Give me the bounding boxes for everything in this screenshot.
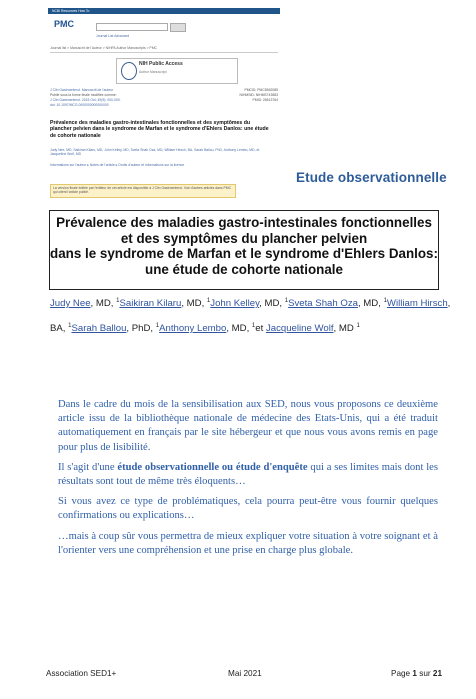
author-link[interactable]: Anthony Lembo [159,323,227,335]
author-line [50,315,450,340]
author-degree: , [447,298,451,310]
author-degree: , MD, [259,298,283,310]
author-link[interactable]: Sarah Ballou [71,323,127,335]
paragraph: Dans le cadre du mois de la sensibilisation aux SED, nous vous proposons ce deuxième article issu de la bibliothèque nationale de médecine des Etats-Unis, qui a été traduit automatiquement en français par le site hébergeur et que nous vous avons remis en page pour plus de lisibilité. [58,399,438,453]
ncbi-note: La version finale éditée par l'éditeur de cet article est disponible à J Clin Gastroenterol. Voir d'autres articles dans PMC qui citent l'article publié. [50,184,236,198]
affiliation-sup: 1 [155,323,160,330]
emphasis-text: étude observationnelle ou étude d'enquête [117,461,308,473]
meta-left: Publié sous la forme finale modifiée comme: [50,93,117,97]
nihpa-subtitle: Author Manuscript [139,70,167,74]
ncbi-authors: Judy Nee, MD, Saikiran Kilaru, MD, John Kelley, MD, Sveta Shah Oza, MD, William Hirsch, BA, Sarah Ballou, PhD, Anthony Lembo, MD, et Jacqueline Wolf, MD [50,148,260,157]
hhs-seal-icon [121,62,137,80]
affiliation-sup: 1 [251,323,256,330]
affiliation-sup: 1 [116,298,120,304]
author-degree: BA, [50,323,66,335]
paragraph-text: Il s'agit d'une [58,461,118,473]
author-link[interactable]: William Hirsch [386,298,448,310]
ncbi-screenshot [48,8,280,203]
meta-left: J Clin Gastroenterol. Manuscrit de l'auteur [50,88,114,92]
title-line: dans le syndrome de Marfan et le syndrome d'Ehlers Danlos: [50,246,438,261]
meta-left: J Clin Gastroenterol. 2015 Oct; 49(9): 000-000. [50,98,121,102]
affiliation-sup: 1 [206,298,211,304]
author-link[interactable]: Judy Nee [50,298,91,310]
author-degree: , MD [333,323,354,335]
pmc-links: Journal List Advanced [96,34,130,38]
paragraph [58,461,438,489]
author-link[interactable]: Sveta Shah Oza [288,298,358,310]
author-degree: , MD, [357,298,381,310]
affiliation-sup: 1 [383,298,387,304]
affiliation-sup: 1 [284,298,289,304]
affiliation-sup: 1 [68,323,72,330]
ncbi-topbar [48,8,280,14]
author-conjunction: et [255,323,264,335]
nihpa-title: NIH Public Access [139,61,183,67]
ncbi-article-title: Prévalence des maladies gastro-intestinales fonctionnelles et des symptômes du plancher pelvien dans le syndrome de Marfan et le syndrome d'Ehlers Danlos: une étude de cohorte nationale [50,120,269,139]
footer-page-number: Page 1 sur 21 [390,669,442,678]
meta-left: doi: 10.1097/MCG.0000000000000000 [50,103,109,107]
author-list [50,290,450,340]
footer-organization: Association SED1+ [46,669,117,678]
author-degree: , MD, [181,298,205,310]
ncbi-info-links: Informations sur l'auteur ▸ Notes de l'article ▸ Droits d'auteur et informations sur la licence [50,163,185,167]
pmc-search-button [170,23,186,32]
paragraph-text: qui a ses limites mais dont les résultats sont tout de même très éloquents… [58,461,438,488]
nihpa-banner [116,58,238,84]
pmc-logo: PMC [54,19,74,29]
intro-text [58,398,438,564]
pmc-search-input [96,23,168,31]
paragraph: Si vous avez ce type de problématiques, cela pourra peut-être vous fournir quelques confirmations ou explications… [58,496,438,522]
author-degree: , MD, [90,298,114,310]
paragraph: …mais à coup sûr vous permettra de mieux expliquer votre situation à votre soignant et à l'orienter vers une compréhension et une prise en charge plus globale. [58,530,438,556]
author-degree: , MD, [226,323,250,335]
author-link[interactable]: Jacqueline Wolf [265,323,334,335]
footer-date: Mai 2021 [228,669,262,678]
author-degree: , PhD, [126,323,154,335]
ncbi-topbar-text: NCBI Resources How To [52,9,90,13]
study-type-heading: Etude observationnelle [296,170,447,185]
meta-right: PMCID: PMC5562085 [244,88,278,92]
author-line [50,290,450,315]
author-link[interactable]: Saikiran Kilaru [119,298,182,310]
title-line: une étude de cohorte nationale [145,261,343,277]
page-footer [46,669,442,683]
meta-right: PMID: 26513764 [252,98,278,102]
title-line: Prévalence des maladies gastro-intestinales fonctionnelles [56,215,432,230]
affiliation-sup: 1 [356,323,360,330]
author-link[interactable]: John Kelley [210,298,260,310]
title-box [49,210,439,290]
breadcrumb: Journal list > Manuscrit de l'Auteur > NIHPA Author Manuscripts > PMC [50,46,278,53]
title-line: et des symptômes du plancher pelvien [120,230,368,246]
meta-right: NIHMSID: NIHMS743583 [239,93,278,97]
